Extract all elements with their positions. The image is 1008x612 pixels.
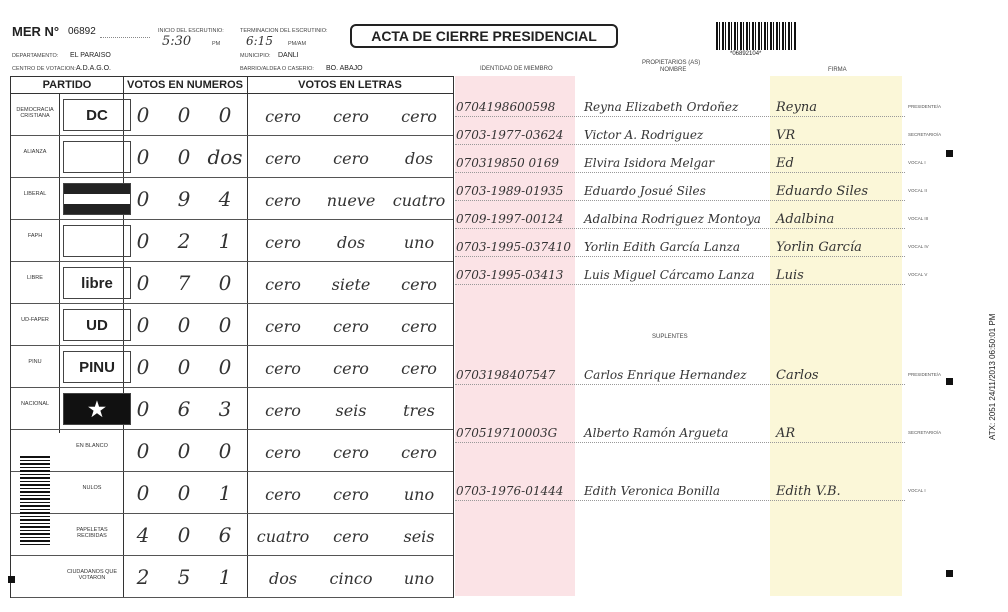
suplentes-header: SUPLENTES [652,334,688,340]
party-logo-text: PINU [79,358,115,376]
vote-digit: 3 [218,397,232,421]
member-id: 0703-1995-03413 [456,268,564,282]
member-signature: Carlos [776,368,819,383]
vote-word: cero [265,443,301,462]
vote-digit: 0 [218,271,232,295]
member-row [455,172,905,173]
party-name: PAPELETAS RECIBIDAS [76,527,108,539]
registration-mark [946,150,953,157]
member-row [455,144,905,145]
party-name: CIUDADANOS QUE VOTARON [66,569,118,581]
member-role: VOCAL III [908,216,929,221]
party-name: NACIONAL [20,401,50,407]
col-header-letras: VOTOS EN LETRAS [247,77,453,94]
member-signature: Ed [776,156,794,171]
vote-digit: 6 [177,397,191,421]
firma-header: FIRMA [828,67,847,73]
barcode-text: *06892104* [730,51,762,57]
vote-word: cero [401,107,437,126]
vote-digit: 2 [177,229,191,253]
logo-strip [100,27,150,38]
vote-word: cero [265,401,301,420]
inicio-label: INICIO DEL ESCRUTINIO: [158,28,224,34]
vote-digit: 1 [218,481,232,505]
barrio-value: BO. ABAJO [326,65,363,72]
party-logo [63,309,131,341]
party-name: FAPH [27,233,43,239]
table-row [11,135,453,178]
vote-digit: 4 [136,523,150,547]
inicio-ampm: PM [212,41,221,47]
vote-word: cero [333,443,369,462]
vote-digit: 0 [136,439,150,463]
member-id: 070319850 0169 [456,156,560,170]
municipio-label: MUNICIPIO: [240,53,271,59]
party-logo [63,267,131,299]
party-logo [63,141,131,173]
member-name: Edith Veronica Bonilla [584,484,720,498]
vote-digit: 0 [177,481,191,505]
vote-digit: 6 [218,523,232,547]
vote-digit: 0 [218,313,232,337]
member-name: Elvira Isidora Melgar [584,156,715,170]
member-name: Yorlin Edith García Lanza [584,240,741,254]
vote-digit: 0 [177,103,191,127]
party-name: UD-FAPER [21,317,49,323]
vote-digit: 0 [136,481,150,505]
table-row [11,429,453,472]
vote-word: cero [401,443,437,462]
party-name: LIBERAL [23,191,47,197]
party-logo-text: libre [81,274,113,292]
vote-word: cero [333,107,369,126]
member-signature: Eduardo Siles [776,184,869,199]
table-row [11,513,453,556]
nombre-header: NOMBRE [660,67,687,73]
vote-word: cero [265,233,301,252]
table-row [11,387,453,430]
table-row [11,303,453,346]
vote-word: cero [265,359,301,378]
party-name: LIBRE [27,275,43,281]
vote-digit: 0 [136,187,150,211]
party-logo [63,99,131,131]
party-logo [63,393,131,425]
star-icon: ★ [88,398,106,421]
vote-word: cero [401,317,437,336]
vote-digit: 0 [218,439,232,463]
member-row [455,200,905,201]
vote-digit: 0 [136,313,150,337]
vote-word: cero [265,107,301,126]
member-id: 0703198407547 [456,368,556,382]
vote-digit: 0 [177,145,191,169]
vote-word: cinco [329,569,373,588]
vote-digit: 0 [177,313,191,337]
member-signature: AR [776,426,796,441]
member-row [455,116,905,117]
barcode [716,22,796,50]
member-role: PRESIDENTE/A [908,104,942,109]
vote-word: siete [331,275,371,294]
inicio-time: 5:30 [162,34,192,49]
id-column-bg [455,76,575,596]
member-signature: VR [776,128,796,143]
vote-word: nueve [326,191,376,210]
final-ampm: PM/AM [288,41,307,47]
vote-digit: 0 [136,229,150,253]
member-id: 070519710003G [456,426,558,440]
vote-digit: 1 [218,565,232,589]
votes-table [10,76,454,598]
final-time: 6:15 [246,34,273,48]
table-row [11,219,453,262]
member-role: VOCAL II [908,188,927,193]
vote-word: cero [265,275,301,294]
vote-digit: 9 [177,187,191,211]
member-signature: Adalbina [776,212,835,227]
vote-word: dos [404,149,434,168]
side-timestamp: ATX: 2051 24/11/2013 06:50:01 PM [988,313,997,440]
registration-mark [946,570,953,577]
member-name: Carlos Enrique Hernandez [584,368,747,382]
vote-digit: 4 [218,187,232,211]
vote-digit: 0 [218,103,232,127]
member-name: Eduardo Josué Siles [584,184,706,198]
member-name: Victor A. Rodriguez [584,128,704,142]
departamento-label: DEPARTAMENTO: [12,53,59,59]
vote-word: cero [401,359,437,378]
member-id: 0703-1977-03624 [456,128,564,142]
member-id: 0709-1997-00124 [456,212,564,226]
vote-digit: 0 [136,355,150,379]
party-name: PINU [28,359,42,365]
document-title: ACTA DE CIERRE PRESIDENCIAL [350,24,618,48]
vote-digit: 0 [136,397,150,421]
party-logo-text: DC [86,106,108,124]
member-name: Luis Miguel Cárcamo Lanza [584,268,755,282]
firma-column-bg [770,76,902,596]
member-signature: Luis [776,268,804,283]
centro-value: A.D.A.G.O. [76,65,112,72]
member-row [455,284,905,285]
member-role: PRESIDENTE/A [908,372,942,377]
member-id: 0704198600598 [456,100,556,114]
party-logo [63,183,131,215]
vote-word: seis [335,401,367,420]
member-signature: Yorlin García [776,240,862,255]
vote-word: dos [268,569,298,588]
member-role: SECRETARIO/A [908,430,942,435]
member-id: 0703-1989-01935 [456,184,564,198]
member-name: Reyna Elizabeth Ordoñez [584,100,739,114]
table-row [11,555,453,598]
vote-word: cero [333,149,369,168]
mer-label: MER N° [12,24,60,39]
party-name: ALIANZA [23,149,47,155]
vote-word: cero [333,485,369,504]
col-header-numeros: VOTOS EN NUMEROS [123,77,248,94]
vote-word: tres [403,401,435,420]
mer-number: 06892 [68,26,96,37]
member-row [455,256,905,257]
member-role: VOCAL I [908,488,926,493]
member-id: 0703-1995-037410 [456,240,571,254]
vote-word: uno [403,485,435,504]
vote-word: dos [336,233,366,252]
vote-digit: 5 [177,565,191,589]
vote-word: cero [333,317,369,336]
member-name: Adalbina Rodriguez Montoya [584,212,761,226]
member-signature: Edith V.B. [776,484,841,499]
member-role: VOCAL IV [908,244,929,249]
vote-digit: 2 [136,565,150,589]
party-logo-text: UD [86,316,108,334]
member-id: 0703-1976-01444 [456,484,564,498]
vote-digit: 0 [218,355,232,379]
table-row [11,261,453,304]
vote-digit: 0 [177,355,191,379]
party-name: EN BLANCO [76,443,108,449]
identidad-header: IDENTIDAD DE MIEMBRO [480,66,553,72]
member-row [455,500,905,501]
member-row [455,442,905,443]
barrio-label: BARRIO/ALDEA O CASERIO: [240,66,314,72]
propietarios-header: PROPIETARIOS (AS) [642,60,701,66]
table-row [11,471,453,514]
vote-word: uno [403,233,435,252]
party-logo [63,351,131,383]
municipio-value: DANLI [278,52,299,59]
vote-word: cuatro [256,527,310,546]
member-role: VOCAL V [908,272,928,277]
party-logo [63,225,131,257]
final-label: TERMINACION DEL ESCRUTINIO: [240,28,328,34]
vote-word: cero [333,527,369,546]
vote-digit: 0 [177,523,191,547]
vote-digit: 0 [136,103,150,127]
vote-digit: 0 [177,439,191,463]
centro-label: CENTRO DE VOTACION: [12,66,76,72]
vote-digit: 0 [136,145,150,169]
col-header-partido: PARTIDO [11,77,124,94]
member-signature: Reyna [776,100,817,115]
side-barcode [20,456,50,546]
vote-digit: 1 [218,229,232,253]
member-name: Alberto Ramón Argueta [584,426,729,440]
member-row [455,228,905,229]
vote-digit: 0 [136,271,150,295]
table-row [11,93,453,136]
vote-word: uno [403,569,435,588]
member-role: VOCAL I [908,160,926,165]
member-row [455,384,905,385]
party-name: NULOS [82,485,102,491]
member-role: SECRETARIO/A [908,132,942,137]
vote-word: seis [403,527,435,546]
table-row [11,345,453,388]
vote-digit: 7 [177,271,191,295]
vote-word: cero [265,317,301,336]
vote-word: cero [265,149,301,168]
vote-word: cero [265,191,301,210]
departamento-value: EL PARAISO [70,52,111,59]
vote-word: cuatro [392,191,446,210]
table-row [11,177,453,220]
vote-digit: dos [207,145,243,169]
registration-mark [946,378,953,385]
party-name: DEMOCRACIA CRISTIANA [16,107,54,119]
registration-mark [8,576,15,583]
vote-word: cero [333,359,369,378]
vote-word: cero [401,275,437,294]
vote-word: cero [265,485,301,504]
